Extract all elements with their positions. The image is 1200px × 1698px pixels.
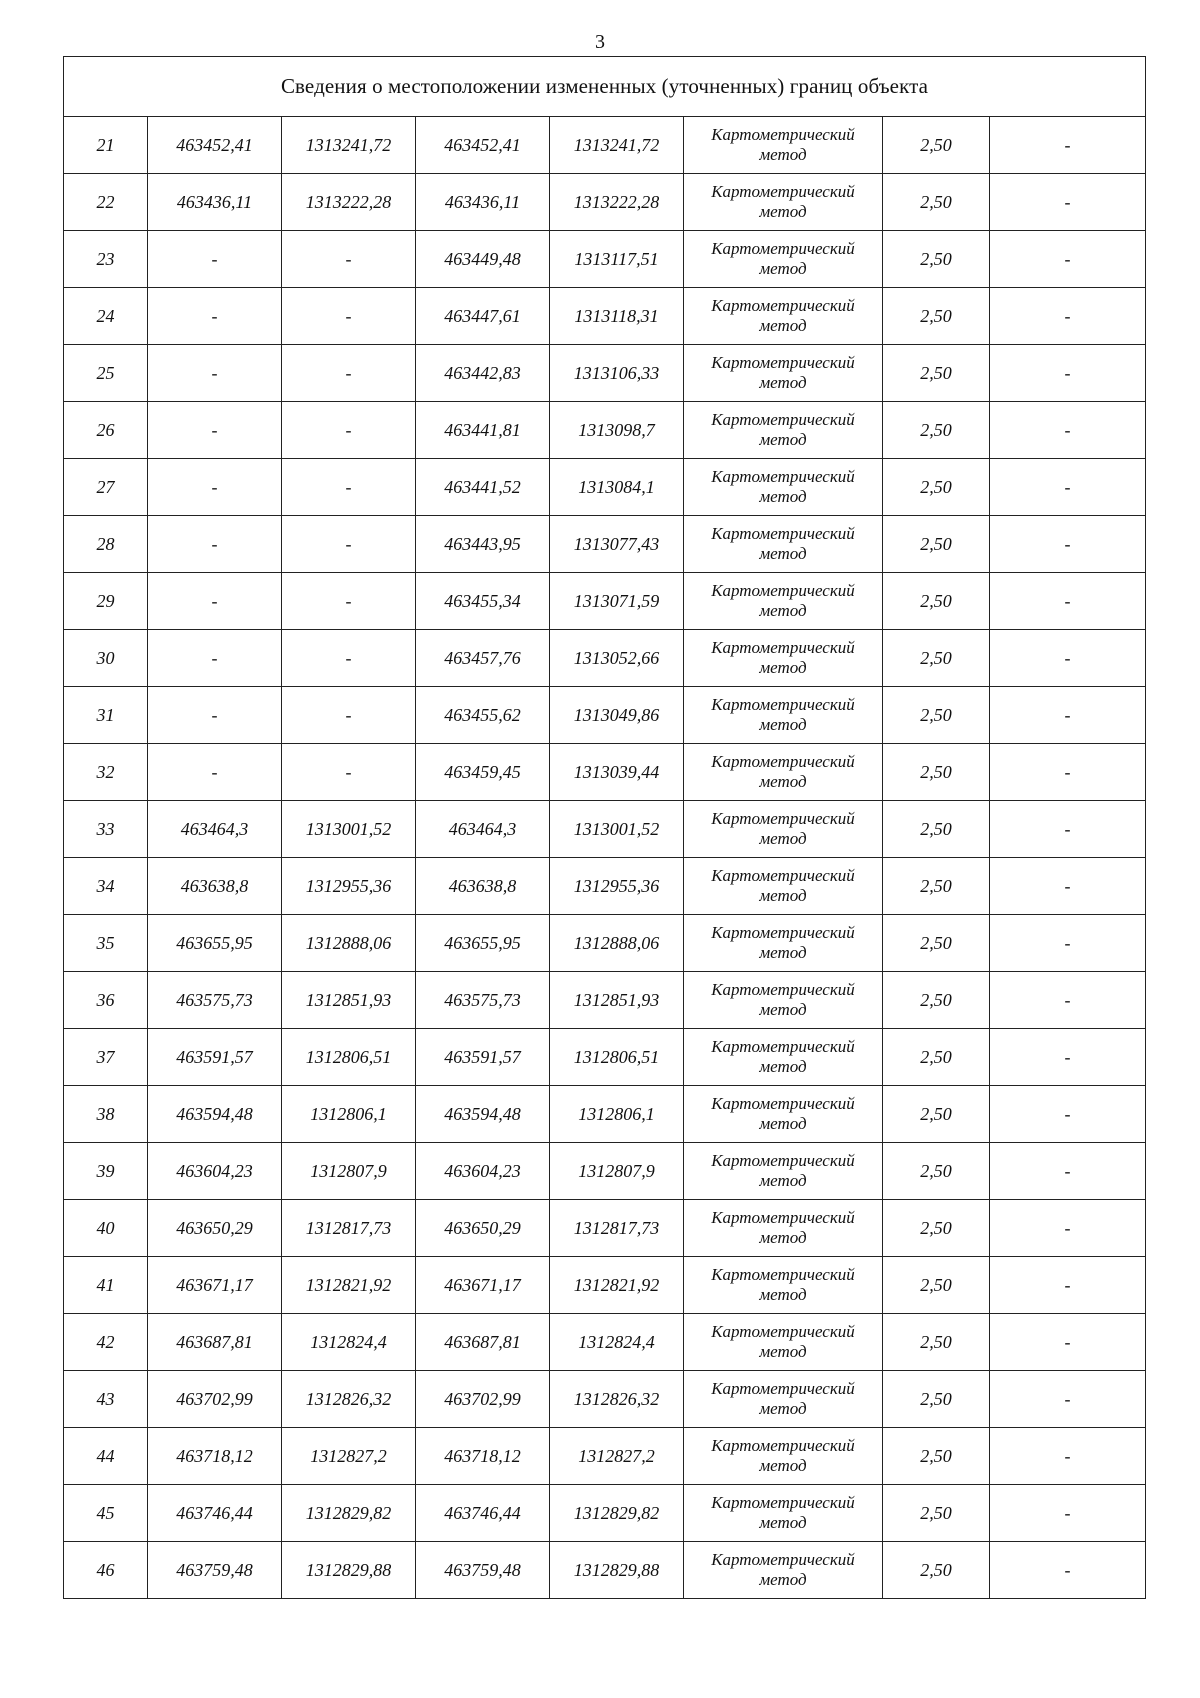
method-text: Картометрический: [711, 467, 855, 486]
point-number-cell: 25: [64, 345, 148, 402]
method-cell: [684, 1257, 883, 1314]
point-number-cell: 28: [64, 516, 148, 573]
extra-cell: -: [990, 288, 1146, 345]
point-number-cell: 46: [64, 1542, 148, 1599]
table-row: [64, 1143, 1146, 1200]
y-existing-cell: 1312829,88: [282, 1542, 416, 1599]
y-refined-cell: 1313117,51: [550, 231, 684, 288]
y-existing-cell: -: [282, 459, 416, 516]
x-refined-cell: 463575,73: [416, 972, 550, 1029]
x-refined-cell: 463591,57: [416, 1029, 550, 1086]
point-number-cell: 33: [64, 801, 148, 858]
x-refined-cell: 463436,11: [416, 174, 550, 231]
point-number-cell: 29: [64, 573, 148, 630]
accuracy-cell: 2,50: [883, 972, 990, 1029]
extra-cell: -: [990, 1200, 1146, 1257]
x-existing-cell: -: [148, 744, 282, 801]
point-number-cell: 32: [64, 744, 148, 801]
extra-cell: -: [990, 687, 1146, 744]
y-existing-cell: -: [282, 687, 416, 744]
point-number-cell: 37: [64, 1029, 148, 1086]
x-refined-cell: 463452,41: [416, 117, 550, 174]
x-refined-cell: 463459,45: [416, 744, 550, 801]
method-text: метод: [759, 943, 807, 962]
x-existing-cell: 463452,41: [148, 117, 282, 174]
table-row: [64, 1086, 1146, 1143]
method-cell: [684, 687, 883, 744]
table-row: [64, 1029, 1146, 1086]
x-refined-cell: 463455,34: [416, 573, 550, 630]
method-text: Картометрический: [711, 239, 855, 258]
extra-cell: -: [990, 1371, 1146, 1428]
table-row: [64, 174, 1146, 231]
method-text: метод: [759, 202, 807, 221]
method-text: метод: [759, 1285, 807, 1304]
method-cell: [684, 174, 883, 231]
point-number-cell: 43: [64, 1371, 148, 1428]
y-refined-cell: 1312829,82: [550, 1485, 684, 1542]
extra-cell: -: [990, 1542, 1146, 1599]
y-refined-cell: 1313039,44: [550, 744, 684, 801]
method-text: метод: [759, 886, 807, 905]
method-cell: [684, 1029, 883, 1086]
y-existing-cell: -: [282, 288, 416, 345]
y-refined-cell: 1312821,92: [550, 1257, 684, 1314]
method-text: Картометрический: [711, 1265, 855, 1284]
y-refined-cell: 1312806,51: [550, 1029, 684, 1086]
method-text: Картометрический: [711, 1379, 855, 1398]
boundary-coordinates-table: [63, 56, 1146, 1599]
method-text: Картометрический: [711, 1037, 855, 1056]
table-row: [64, 1485, 1146, 1542]
extra-cell: -: [990, 1143, 1146, 1200]
x-existing-cell: 463594,48: [148, 1086, 282, 1143]
y-refined-cell: 1313071,59: [550, 573, 684, 630]
extra-cell: -: [990, 858, 1146, 915]
y-refined-cell: 1313098,7: [550, 402, 684, 459]
method-cell: [684, 972, 883, 1029]
accuracy-cell: 2,50: [883, 801, 990, 858]
method-text: Картометрический: [711, 1151, 855, 1170]
accuracy-cell: 2,50: [883, 744, 990, 801]
point-number-cell: 39: [64, 1143, 148, 1200]
x-refined-cell: 463441,81: [416, 402, 550, 459]
method-cell: [684, 1086, 883, 1143]
method-cell: [684, 1143, 883, 1200]
y-refined-cell: 1313077,43: [550, 516, 684, 573]
extra-cell: -: [990, 1314, 1146, 1371]
method-cell: [684, 1314, 883, 1371]
method-cell: [684, 1485, 883, 1542]
method-text: Картометрический: [711, 1436, 855, 1455]
table-row: [64, 117, 1146, 174]
table-row: [64, 687, 1146, 744]
table-row: [64, 345, 1146, 402]
table-row: [64, 1200, 1146, 1257]
method-text: метод: [759, 1342, 807, 1361]
point-number-cell: 38: [64, 1086, 148, 1143]
accuracy-cell: 2,50: [883, 174, 990, 231]
method-text: метод: [759, 316, 807, 335]
x-existing-cell: -: [148, 516, 282, 573]
accuracy-cell: 2,50: [883, 1143, 990, 1200]
method-cell: [684, 858, 883, 915]
y-refined-cell: 1313049,86: [550, 687, 684, 744]
x-refined-cell: 463447,61: [416, 288, 550, 345]
table-row: [64, 1542, 1146, 1599]
method-cell: [684, 1200, 883, 1257]
x-refined-cell: 463702,99: [416, 1371, 550, 1428]
y-existing-cell: 1312817,73: [282, 1200, 416, 1257]
extra-cell: -: [990, 801, 1146, 858]
method-cell: [684, 1371, 883, 1428]
y-existing-cell: -: [282, 630, 416, 687]
method-text: метод: [759, 658, 807, 677]
method-cell: [684, 915, 883, 972]
x-existing-cell: 463436,11: [148, 174, 282, 231]
accuracy-cell: 2,50: [883, 630, 990, 687]
x-existing-cell: 463650,29: [148, 1200, 282, 1257]
x-existing-cell: 463604,23: [148, 1143, 282, 1200]
method-cell: [684, 744, 883, 801]
method-text: метод: [759, 430, 807, 449]
x-refined-cell: 463441,52: [416, 459, 550, 516]
table-row: [64, 858, 1146, 915]
y-existing-cell: -: [282, 402, 416, 459]
x-refined-cell: 463449,48: [416, 231, 550, 288]
point-number-cell: 26: [64, 402, 148, 459]
extra-cell: -: [990, 174, 1146, 231]
x-refined-cell: 463759,48: [416, 1542, 550, 1599]
extra-cell: -: [990, 915, 1146, 972]
extra-cell: -: [990, 744, 1146, 801]
y-existing-cell: -: [282, 345, 416, 402]
y-existing-cell: 1312851,93: [282, 972, 416, 1029]
x-existing-cell: 463464,3: [148, 801, 282, 858]
method-text: Картометрический: [711, 581, 855, 600]
y-existing-cell: 1312955,36: [282, 858, 416, 915]
x-existing-cell: -: [148, 231, 282, 288]
extra-cell: -: [990, 516, 1146, 573]
method-text: метод: [759, 1057, 807, 1076]
x-refined-cell: 463442,83: [416, 345, 550, 402]
table-row: [64, 573, 1146, 630]
method-cell: [684, 231, 883, 288]
method-text: метод: [759, 829, 807, 848]
method-text: метод: [759, 487, 807, 506]
method-text: метод: [759, 1171, 807, 1190]
method-cell: [684, 402, 883, 459]
y-refined-cell: 1313222,28: [550, 174, 684, 231]
accuracy-cell: 2,50: [883, 231, 990, 288]
y-refined-cell: 1312955,36: [550, 858, 684, 915]
x-existing-cell: 463759,48: [148, 1542, 282, 1599]
x-refined-cell: 463457,76: [416, 630, 550, 687]
point-number-cell: 22: [64, 174, 148, 231]
point-number-cell: 45: [64, 1485, 148, 1542]
y-existing-cell: 1313001,52: [282, 801, 416, 858]
accuracy-cell: 2,50: [883, 1428, 990, 1485]
accuracy-cell: 2,50: [883, 1200, 990, 1257]
y-refined-cell: 1312829,88: [550, 1542, 684, 1599]
y-refined-cell: 1313084,1: [550, 459, 684, 516]
point-number-cell: 35: [64, 915, 148, 972]
y-existing-cell: -: [282, 573, 416, 630]
method-text: Картометрический: [711, 923, 855, 942]
method-text: метод: [759, 1513, 807, 1532]
method-text: Картометрический: [711, 1550, 855, 1569]
accuracy-cell: 2,50: [883, 459, 990, 516]
x-existing-cell: 463638,8: [148, 858, 282, 915]
y-refined-cell: 1313118,31: [550, 288, 684, 345]
x-refined-cell: 463718,12: [416, 1428, 550, 1485]
y-existing-cell: 1312888,06: [282, 915, 416, 972]
extra-cell: -: [990, 1029, 1146, 1086]
method-text: Картометрический: [711, 182, 855, 201]
table-row: [64, 915, 1146, 972]
table-row: [64, 288, 1146, 345]
method-text: Картометрический: [711, 1208, 855, 1227]
x-existing-cell: -: [148, 288, 282, 345]
accuracy-cell: 2,50: [883, 402, 990, 459]
method-cell: [684, 345, 883, 402]
method-cell: [684, 459, 883, 516]
y-refined-cell: 1312826,32: [550, 1371, 684, 1428]
table-row: [64, 630, 1146, 687]
accuracy-cell: 2,50: [883, 1029, 990, 1086]
method-text: Картометрический: [711, 866, 855, 885]
method-text: метод: [759, 601, 807, 620]
extra-cell: -: [990, 117, 1146, 174]
accuracy-cell: 2,50: [883, 117, 990, 174]
accuracy-cell: 2,50: [883, 516, 990, 573]
x-refined-cell: 463650,29: [416, 1200, 550, 1257]
accuracy-cell: 2,50: [883, 858, 990, 915]
method-text: Картометрический: [711, 695, 855, 714]
x-refined-cell: 463638,8: [416, 858, 550, 915]
point-number-cell: 44: [64, 1428, 148, 1485]
y-existing-cell: 1313241,72: [282, 117, 416, 174]
method-text: метод: [759, 259, 807, 278]
x-existing-cell: -: [148, 345, 282, 402]
y-refined-cell: 1312851,93: [550, 972, 684, 1029]
method-text: Картометрический: [711, 1094, 855, 1113]
y-refined-cell: 1313106,33: [550, 345, 684, 402]
accuracy-cell: 2,50: [883, 687, 990, 744]
y-refined-cell: 1312817,73: [550, 1200, 684, 1257]
x-refined-cell: 463687,81: [416, 1314, 550, 1371]
point-number-cell: 21: [64, 117, 148, 174]
method-text: Картометрический: [711, 1322, 855, 1341]
y-refined-cell: 1313052,66: [550, 630, 684, 687]
method-text: Картометрический: [711, 752, 855, 771]
accuracy-cell: 2,50: [883, 573, 990, 630]
method-text: Картометрический: [711, 410, 855, 429]
extra-cell: -: [990, 402, 1146, 459]
table-row: [64, 516, 1146, 573]
x-existing-cell: -: [148, 630, 282, 687]
y-existing-cell: 1312807,9: [282, 1143, 416, 1200]
extra-cell: -: [990, 1086, 1146, 1143]
x-refined-cell: 463746,44: [416, 1485, 550, 1542]
method-text: метод: [759, 1570, 807, 1589]
accuracy-cell: 2,50: [883, 1314, 990, 1371]
x-refined-cell: 463671,17: [416, 1257, 550, 1314]
extra-cell: -: [990, 630, 1146, 687]
table-row: [64, 402, 1146, 459]
method-text: Картометрический: [711, 638, 855, 657]
method-cell: [684, 1428, 883, 1485]
method-text: метод: [759, 715, 807, 734]
table-row: [64, 801, 1146, 858]
accuracy-cell: 2,50: [883, 288, 990, 345]
method-cell: [684, 288, 883, 345]
point-number-cell: 27: [64, 459, 148, 516]
method-text: метод: [759, 1000, 807, 1019]
y-existing-cell: -: [282, 231, 416, 288]
method-cell: [684, 117, 883, 174]
y-existing-cell: 1312829,82: [282, 1485, 416, 1542]
method-text: метод: [759, 145, 807, 164]
accuracy-cell: 2,50: [883, 345, 990, 402]
y-refined-cell: 1312827,2: [550, 1428, 684, 1485]
extra-cell: -: [990, 459, 1146, 516]
x-existing-cell: -: [148, 573, 282, 630]
table-title: Сведения о местоположении измененных (уточненных) границ объекта: [64, 57, 1146, 117]
table-row: [64, 459, 1146, 516]
point-number-cell: 30: [64, 630, 148, 687]
x-existing-cell: 463746,44: [148, 1485, 282, 1542]
extra-cell: -: [990, 1257, 1146, 1314]
method-cell: [684, 1542, 883, 1599]
x-existing-cell: 463718,12: [148, 1428, 282, 1485]
x-refined-cell: 463443,95: [416, 516, 550, 573]
x-existing-cell: 463655,95: [148, 915, 282, 972]
method-text: метод: [759, 544, 807, 563]
page-number: 3: [595, 31, 605, 53]
method-cell: [684, 516, 883, 573]
y-refined-cell: 1313241,72: [550, 117, 684, 174]
table-row: [64, 1428, 1146, 1485]
table-row: [64, 1257, 1146, 1314]
method-text: Картометрический: [711, 980, 855, 999]
x-existing-cell: 463671,17: [148, 1257, 282, 1314]
table-row: [64, 744, 1146, 801]
table-row: [64, 1371, 1146, 1428]
point-number-cell: 41: [64, 1257, 148, 1314]
x-refined-cell: 463594,48: [416, 1086, 550, 1143]
extra-cell: -: [990, 573, 1146, 630]
accuracy-cell: 2,50: [883, 1257, 990, 1314]
method-cell: [684, 630, 883, 687]
x-existing-cell: 463575,73: [148, 972, 282, 1029]
method-text: метод: [759, 1228, 807, 1247]
table-row: [64, 231, 1146, 288]
x-refined-cell: 463604,23: [416, 1143, 550, 1200]
method-text: Картометрический: [711, 809, 855, 828]
method-text: метод: [759, 1399, 807, 1418]
x-refined-cell: 463464,3: [416, 801, 550, 858]
x-refined-cell: 463455,62: [416, 687, 550, 744]
x-existing-cell: -: [148, 687, 282, 744]
method-text: Картометрический: [711, 524, 855, 543]
extra-cell: -: [990, 1485, 1146, 1542]
y-existing-cell: 1312826,32: [282, 1371, 416, 1428]
y-existing-cell: 1312821,92: [282, 1257, 416, 1314]
x-existing-cell: -: [148, 459, 282, 516]
accuracy-cell: 2,50: [883, 1485, 990, 1542]
point-number-cell: 23: [64, 231, 148, 288]
extra-cell: -: [990, 345, 1146, 402]
point-number-cell: 40: [64, 1200, 148, 1257]
y-refined-cell: 1312807,9: [550, 1143, 684, 1200]
point-number-cell: 31: [64, 687, 148, 744]
accuracy-cell: 2,50: [883, 1086, 990, 1143]
extra-cell: -: [990, 231, 1146, 288]
x-existing-cell: -: [148, 402, 282, 459]
x-existing-cell: 463702,99: [148, 1371, 282, 1428]
y-existing-cell: -: [282, 516, 416, 573]
y-existing-cell: 1313222,28: [282, 174, 416, 231]
point-number-cell: 34: [64, 858, 148, 915]
method-text: Картометрический: [711, 296, 855, 315]
point-number-cell: 42: [64, 1314, 148, 1371]
y-refined-cell: 1312806,1: [550, 1086, 684, 1143]
y-existing-cell: 1312806,1: [282, 1086, 416, 1143]
method-text: Картометрический: [711, 1493, 855, 1512]
x-existing-cell: 463687,81: [148, 1314, 282, 1371]
method-text: метод: [759, 1456, 807, 1475]
accuracy-cell: 2,50: [883, 1371, 990, 1428]
y-existing-cell: -: [282, 744, 416, 801]
point-number-cell: 36: [64, 972, 148, 1029]
method-text: Картометрический: [711, 125, 855, 144]
accuracy-cell: 2,50: [883, 915, 990, 972]
method-text: метод: [759, 772, 807, 791]
y-existing-cell: 1312827,2: [282, 1428, 416, 1485]
method-text: метод: [759, 1114, 807, 1133]
method-text: метод: [759, 373, 807, 392]
extra-cell: -: [990, 1428, 1146, 1485]
y-existing-cell: 1312806,51: [282, 1029, 416, 1086]
x-existing-cell: 463591,57: [148, 1029, 282, 1086]
method-cell: [684, 801, 883, 858]
accuracy-cell: 2,50: [883, 1542, 990, 1599]
extra-cell: -: [990, 972, 1146, 1029]
table-row: [64, 972, 1146, 1029]
y-existing-cell: 1312824,4: [282, 1314, 416, 1371]
x-refined-cell: 463655,95: [416, 915, 550, 972]
y-refined-cell: 1313001,52: [550, 801, 684, 858]
y-refined-cell: 1312824,4: [550, 1314, 684, 1371]
method-text: Картометрический: [711, 353, 855, 372]
table-body: [64, 117, 1146, 1599]
method-cell: [684, 573, 883, 630]
table-row: [64, 1314, 1146, 1371]
y-refined-cell: 1312888,06: [550, 915, 684, 972]
point-number-cell: 24: [64, 288, 148, 345]
